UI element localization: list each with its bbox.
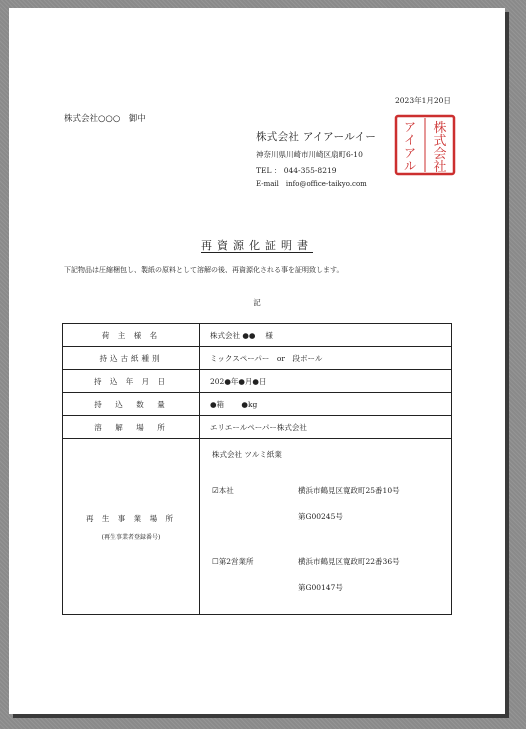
row-value: ミックスペーパー or 段ボール <box>200 347 452 370</box>
issuer-email: E-mail info@office-taikyo.com <box>256 180 367 188</box>
document-page <box>9 8 505 714</box>
second-office-checkbox: ☐第2営業所 <box>212 557 254 566</box>
row-label: 荷 主 様 名 <box>63 324 200 347</box>
table-row <box>63 324 452 347</box>
recycling-label: 再 生 事 業 場 所 <box>86 513 176 523</box>
issue-date: 2023年1月20日 <box>395 96 451 105</box>
issuer-company: 株式会社 アイアールイー <box>256 131 377 143</box>
registration-note: (再生事業者登録番号) <box>101 533 161 541</box>
table-row <box>63 370 452 393</box>
certification-statement: 下記物品は圧縮梱包し、製紙の原料として溶解の後、再資源化される事を証明致します。 <box>64 266 344 274</box>
ki-marker: 記 <box>253 298 261 307</box>
table-row-recycling <box>63 439 452 615</box>
row-value: ●箱 ●kg <box>200 393 452 416</box>
svg-text:会: 会 <box>433 147 447 162</box>
svg-text:式: 式 <box>433 134 447 149</box>
table-row <box>63 416 452 439</box>
row-value: エリエールペーパー株式会社 <box>200 416 452 439</box>
svg-text:ル: ル <box>403 159 417 173</box>
recycling-detail-cell <box>200 439 452 615</box>
row-label: 持込古紙種別 <box>63 347 200 370</box>
table-row <box>63 393 452 416</box>
svg-text:イ: イ <box>403 133 417 147</box>
svg-text:社: 社 <box>433 160 447 175</box>
issuer-address: 神奈川県川崎市川崎区扇町6-10 <box>256 150 363 159</box>
second-office-address: 横浜市鶴見区寛政町22番36号 <box>298 557 400 566</box>
table-row <box>63 347 452 370</box>
head-office-address: 横浜市鶴見区寛政町25番10号 <box>298 486 400 495</box>
head-office-reg-no: 第G00245号 <box>298 512 343 521</box>
recycler-company: 株式会社 ツルミ紙業 <box>212 450 282 459</box>
document-title: 再資源化証明書 <box>201 239 313 252</box>
row-label: 持 込 年 月 日 <box>63 370 200 393</box>
head-office-checkbox: ☑本社 <box>212 486 234 495</box>
recycling-label-cell <box>63 439 200 615</box>
issuer-tel: TEL ： 044-355-8219 <box>256 166 337 175</box>
svg-text:ア: ア <box>403 146 417 160</box>
svg-text:株: 株 <box>433 121 447 136</box>
second-office-reg-no: 第G00147号 <box>298 583 343 592</box>
row-label: 持 込 数 量 <box>63 393 200 416</box>
certificate-table <box>62 323 452 615</box>
row-value: 202●年●月●日 <box>200 370 452 393</box>
addressee: 株式会社○○○ 御中 <box>64 114 146 124</box>
row-value: 株式会社 ●● 様 <box>200 324 452 347</box>
company-seal-stamp <box>394 114 456 176</box>
row-label: 溶 解 場 所 <box>63 416 200 439</box>
svg-text:ア: ア <box>403 120 417 134</box>
